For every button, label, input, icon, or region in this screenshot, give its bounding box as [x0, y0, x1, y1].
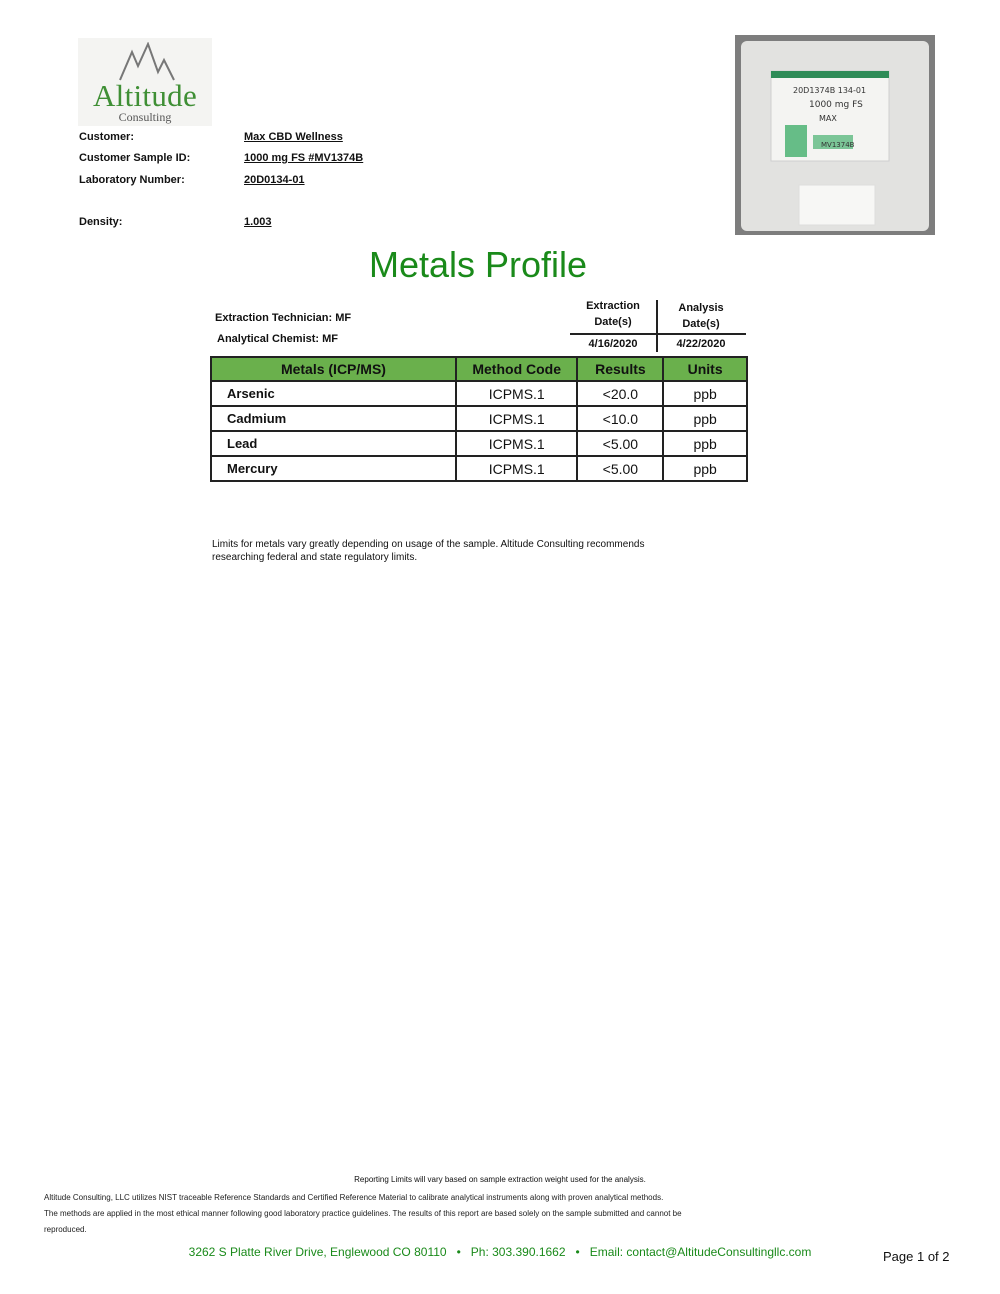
photo-label-line-2: 1000 mg FS — [809, 100, 863, 110]
extraction-date: 4/16/2020 — [588, 338, 638, 350]
metals-table — [210, 356, 748, 482]
sample-id-label: Customer Sample ID: — [79, 152, 191, 164]
page-title: Metals Profile — [368, 244, 588, 285]
photo-label-line-3: MAX — [819, 114, 837, 123]
footer-disclaimer-3: reproduced. — [44, 1225, 87, 1234]
col-header-metal: Metals (ICP/MS) — [211, 357, 456, 381]
unit: ppb — [663, 431, 747, 456]
method-code: ICPMS.1 — [456, 381, 578, 406]
logo-wordmark: Altitude — [93, 78, 197, 113]
table-row — [211, 456, 747, 481]
page-number: Page 1 of 2 — [883, 1249, 950, 1264]
result-value: <20.0 — [577, 381, 663, 406]
photo-label-line-4: MV1374B — [821, 141, 855, 149]
analysis-date: 4/22/2020 — [676, 338, 726, 350]
col-header-units: Units — [663, 357, 747, 381]
table-row — [211, 431, 747, 456]
col-header-method: Method Code — [456, 357, 578, 381]
sample-bag-image — [735, 35, 935, 235]
metal-name: Lead — [211, 431, 456, 456]
customer-value: Max CBD Wellness — [244, 131, 343, 143]
metal-name: Cadmium — [211, 406, 456, 431]
metal-name: Mercury — [211, 456, 456, 481]
result-value: <5.00 — [577, 456, 663, 481]
footer-contact: 3262 S Platte River Drive, Englewood CO 80110 • Ph: 303.390.1662 • Email: contact@AltitudeConsultingllc.com — [188, 1245, 812, 1259]
method-code: ICPMS.1 — [456, 431, 578, 456]
date-rule — [570, 333, 746, 335]
analysis-date-header: Analysis Date(s) — [678, 302, 724, 330]
mountain-icon — [118, 42, 178, 82]
metal-name: Arsenic — [211, 381, 456, 406]
photo-label-line-1: 20D1374B 134-01 — [793, 86, 867, 95]
limits-note: Limits for metals vary greatly depending on usage of the sample. Altitude Consulting recommends researching federal and state regulatory limits. — [212, 539, 645, 563]
method-code: ICPMS.1 — [456, 456, 578, 481]
table-row — [211, 381, 747, 406]
table-row — [211, 406, 747, 431]
unit: ppb — [663, 381, 747, 406]
unit: ppb — [663, 406, 747, 431]
extraction-date-header: Extraction Date(s) — [586, 300, 640, 328]
logo-subtitle: Consulting — [118, 110, 172, 124]
unit: ppb — [663, 456, 747, 481]
density-value: 1.003 — [244, 216, 272, 228]
table-header-row — [211, 357, 747, 381]
sample-id-value: 1000 mg FS #MV1374B — [244, 152, 364, 164]
customer-label: Customer: — [79, 131, 135, 143]
lab-number-value: 20D0134-01 — [244, 174, 305, 186]
extraction-technician: Extraction Technician: MF — [215, 312, 352, 324]
col-header-results: Results — [577, 357, 663, 381]
sample-photo — [735, 35, 935, 235]
method-code: ICPMS.1 — [456, 406, 578, 431]
density-label: Density: — [79, 216, 123, 228]
lab-number-label: Laboratory Number: — [79, 174, 185, 186]
result-value: <5.00 — [577, 431, 663, 456]
footer-disclaimer-2: The methods are applied in the most ethical manner following good laboratory practice guidelines. The results of this report are based solely on the sample submitted and cannot be — [44, 1209, 682, 1218]
footer-disclaimer-1: Altitude Consulting, LLC utilizes NIST traceable Reference Standards and Certified Reference Material to calibrate analytical instruments along with proven analytical methods. — [44, 1193, 664, 1202]
result-value: <10.0 — [577, 406, 663, 431]
company-logo — [78, 38, 212, 126]
analytical-chemist: Analytical Chemist: MF — [217, 333, 339, 345]
reporting-limits-note: Reporting Limits will vary based on sample extraction weight used for the analysis. — [354, 1175, 646, 1184]
